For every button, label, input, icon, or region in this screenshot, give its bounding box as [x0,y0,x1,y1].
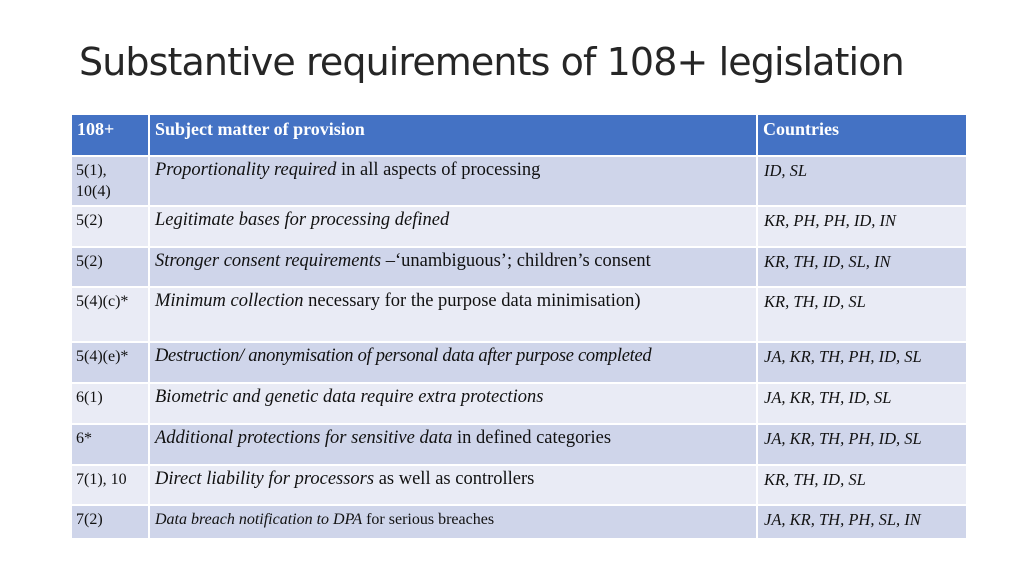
cell-subject [149,465,757,505]
cell-countries: KR, TH, ID, SL, IN [757,247,967,287]
subject-emphasis: Stronger consent requirements [155,251,382,271]
cell-subject [149,383,757,424]
table-row [71,287,967,342]
subject-emphasis: Proportionality required [155,160,337,180]
cell-subject [149,287,757,342]
cell-article: 5(2) [71,247,149,287]
table-header-row [71,114,967,156]
header-subject: Subject matter of provision [149,114,757,156]
table-row [71,465,967,505]
table-row [71,383,967,424]
cell-article: 5(4)(e)* [71,342,149,383]
table-row [71,424,967,465]
cell-countries: KR, TH, ID, SL [757,287,967,342]
requirements-table [70,113,968,540]
page-title: Substantive requirements of 108+ legislation [79,40,904,84]
subject-emphasis: Minimum collection [155,291,304,311]
cell-subject [149,505,757,539]
subject-emphasis: Biometric and genetic data require extra protections [155,387,544,407]
cell-article: 5(2) [71,206,149,247]
cell-article: 6(1) [71,383,149,424]
cell-article: 5(4)(c)* [71,287,149,342]
cell-countries: JA, KR, TH, PH, ID, SL [757,342,967,383]
table-row [71,206,967,247]
subject-text: –‘unambiguous’; children’s consent [381,251,651,271]
cell-subject [149,424,757,465]
cell-subject [149,247,757,287]
cell-article: 5(1), 10(4) [71,156,149,206]
subject-emphasis: Legitimate bases for processing defined [155,210,450,230]
table-row [71,156,967,206]
cell-countries: KR, PH, PH, ID, IN [757,206,967,247]
cell-countries: JA, KR, TH, PH, ID, SL [757,424,967,465]
table-row [71,342,967,383]
subject-text: as well as controllers [374,469,535,489]
cell-countries: ID, SL [757,156,967,206]
subject-text: for serious breaches [362,511,495,528]
subject-emphasis: Data breach notification to DPA [155,511,363,528]
subject-emphasis: Additional protections for sensitive data [155,428,453,448]
cell-subject [149,206,757,247]
cell-countries: JA, KR, TH, ID, SL [757,383,967,424]
cell-article: 7(2) [71,505,149,539]
cell-article: 7(1), 10 [71,465,149,505]
header-article: 108+ [71,114,149,156]
subject-text: necessary for the purpose data minimisation) [303,291,641,311]
cell-countries: JA, KR, TH, PH, SL, IN [757,505,967,539]
cell-article: 6* [71,424,149,465]
cell-subject [149,342,757,383]
header-countries: Countries [757,114,967,156]
subject-emphasis: Destruction/ anonymisation of personal data after purpose completed [155,346,652,366]
subject-text: in all aspects of processing [336,160,541,180]
cell-subject [149,156,757,206]
subject-text: in defined categories [452,428,612,448]
table-row [71,247,967,287]
subject-emphasis: Direct liability for processors [155,469,375,489]
table-row [71,505,967,539]
cell-countries: KR, TH, ID, SL [757,465,967,505]
